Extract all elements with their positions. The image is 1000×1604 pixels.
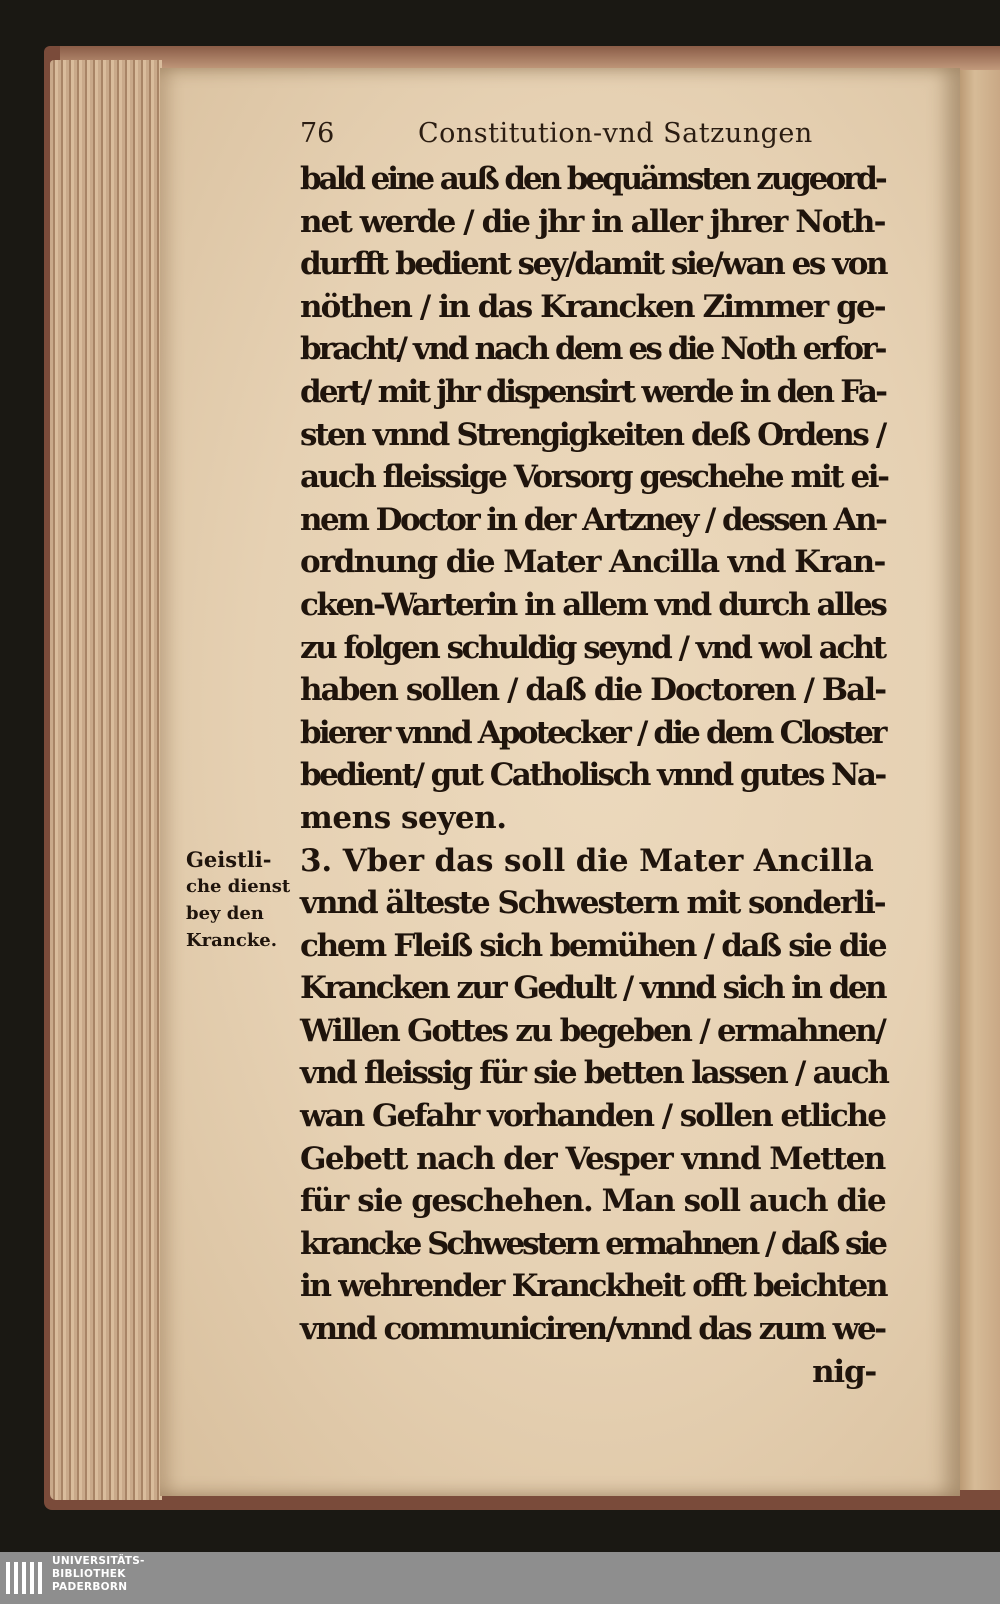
text-line: Gebett nach der Vesper vnnd Metten xyxy=(300,1140,885,1177)
text-line: Krancken zur Gedult / vnnd sich in den xyxy=(300,970,886,1007)
text-line: zu folgen schuldig seynd / vnd wol acht xyxy=(300,629,885,666)
text-line: bedient/ gut Catholisch vnnd gutes Na- xyxy=(300,757,885,794)
running-title: Constitution-vnd Satzungen xyxy=(418,118,813,149)
text-line: mens seyen. xyxy=(300,799,507,836)
library-name-line: UNIVERSITÄTS- xyxy=(52,1555,145,1567)
text-line: cken-Warterin in allem vnd durch alles xyxy=(300,586,886,623)
book-top-edge xyxy=(60,46,1000,70)
text-line: ordnung die Mater Ancilla vnd Kran- xyxy=(300,544,885,581)
text-line: 3. Vber das soll die Mater Ancilla xyxy=(300,842,874,879)
text-line: in wehrender Kranckheit offt beichten xyxy=(300,1268,887,1305)
library-emblem-icon xyxy=(4,1560,44,1596)
library-name xyxy=(52,1555,145,1594)
text-line: chem Fleiß sich bemühen / daß sie die xyxy=(300,927,886,964)
text-line: vnd fleissig für sie betten lassen / auch xyxy=(300,1055,888,1092)
library-name-line: BIBLIOTHEK xyxy=(52,1568,126,1580)
text-line: sten vnnd Strengigkeiten deß Ordens / xyxy=(300,416,885,453)
catchword: nig- xyxy=(812,1353,876,1390)
text-line: haben sollen / daß die Doctoren / Bal- xyxy=(300,672,886,709)
text-line: nöthen / in das Krancken Zimmer ge- xyxy=(300,288,885,325)
text-line: vnnd älteste Schwestern mit sonderli- xyxy=(300,885,885,922)
margin-note-line: bey den xyxy=(186,903,264,924)
facing-page-edge xyxy=(958,70,1000,1490)
page-number: 76 xyxy=(300,118,335,149)
margin-note-line: che dienst xyxy=(186,876,291,897)
text-line: für sie geschehen. Man soll auch die xyxy=(300,1183,886,1220)
body-text xyxy=(300,158,890,1393)
text-line: vnnd communiciren/vnnd das zum we- xyxy=(300,1311,885,1348)
text-line: bierer vnnd Apotecker / die dem Closter xyxy=(300,714,885,751)
library-name-line: PADERBORN xyxy=(52,1581,128,1593)
footer-bar xyxy=(0,1552,1000,1604)
text-line: auch fleissige Vorsorg geschehe mit ei- xyxy=(300,459,888,496)
library-logo[interactable] xyxy=(0,1552,145,1604)
text-line: bald eine auß den bequämsten zugeord- xyxy=(300,161,885,197)
margin-note-line: Krancke. xyxy=(186,930,278,951)
page-header xyxy=(300,118,860,158)
page-block-edge xyxy=(50,60,162,1500)
text-line: krancke Schwestern ermahnen / daß sie xyxy=(300,1225,885,1262)
text-line: bracht/ vnd nach dem es die Noth erfor- xyxy=(300,331,885,368)
margin-note xyxy=(186,846,308,954)
margin-note-line: Geistli- xyxy=(186,847,272,872)
text-line: dert/ mit jhr dispensirt werde in den Fa- xyxy=(300,373,886,410)
text-line: nem Doctor in der Artzney / dessen An- xyxy=(300,501,886,538)
text-line: durfft bedient sey/damit sie/wan es von xyxy=(300,246,887,283)
text-line: net werde / die jhr in aller jhrer Noth- xyxy=(300,203,885,240)
text-line: wan Gefahr vorhanden / sollen etliche xyxy=(300,1098,885,1135)
text-line: Willen Gottes zu begeben / ermahnen/ xyxy=(300,1012,885,1049)
